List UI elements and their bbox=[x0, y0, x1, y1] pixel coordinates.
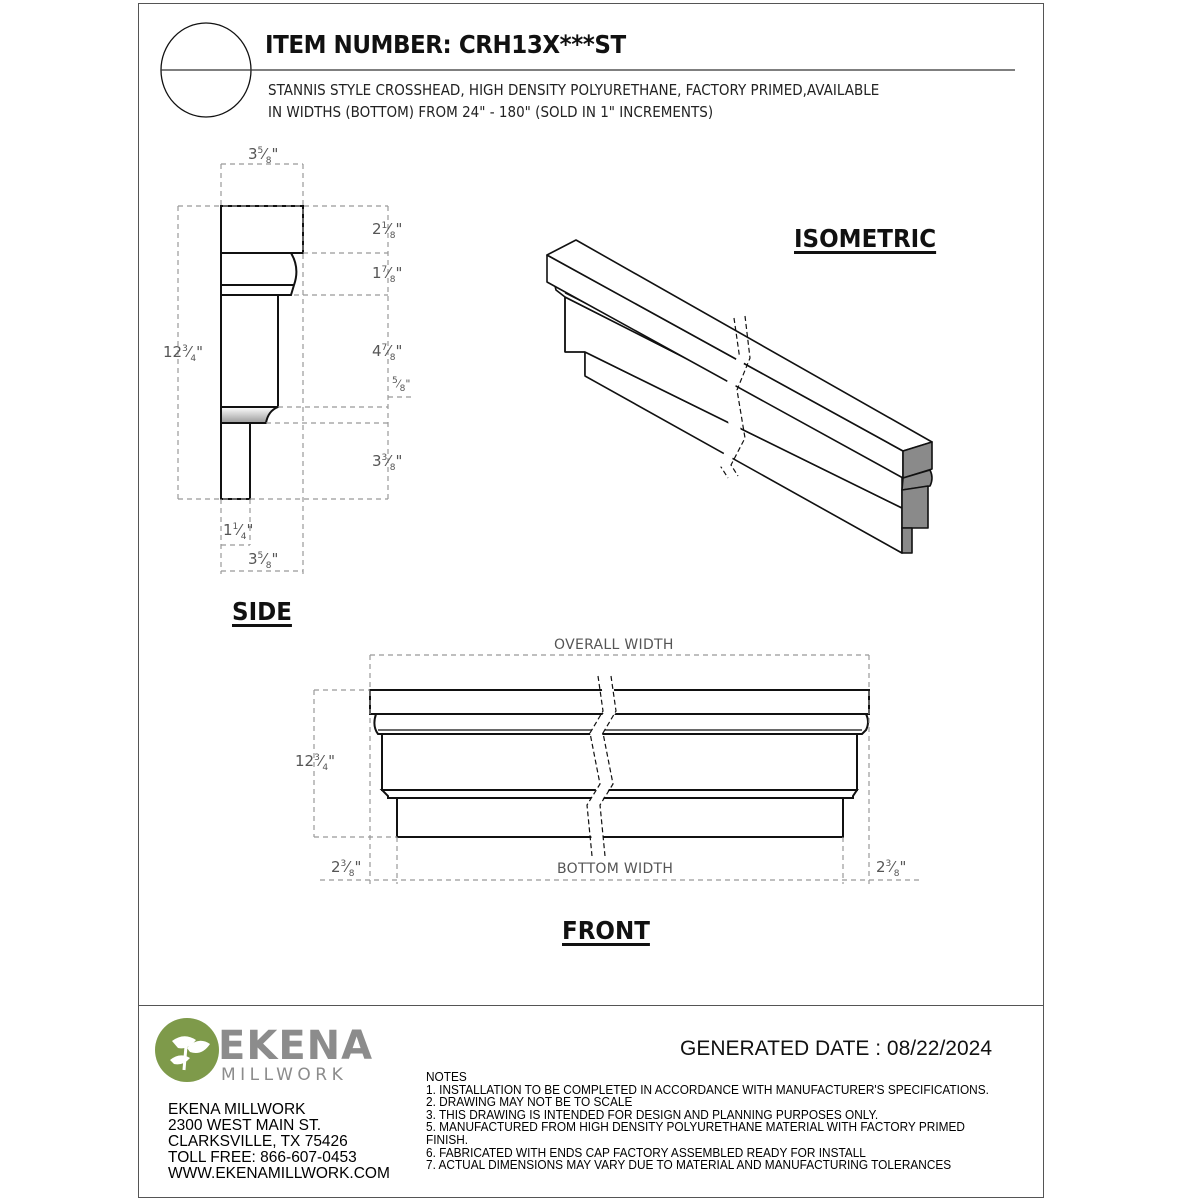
notes-list bbox=[426, 1071, 989, 1172]
note-item: 6. FABRICATED WITH ENDS CAP FACTORY ASSEMBLED READY FOR INSTALL bbox=[426, 1145, 866, 1160]
generated-date: GENERATED DATE : 08/22/2024 bbox=[680, 1037, 993, 1060]
note-item: 5. MANUFACTURED FROM HIGH DENSITY POLYURETHANE MATERIAL WITH FACTORY PRIMED bbox=[426, 1120, 965, 1135]
notes-heading: NOTES bbox=[426, 1070, 467, 1084]
company-address bbox=[168, 1102, 390, 1182]
note-item: 1. INSTALLATION TO BE COMPLETED IN ACCORDANCE WITH MANUFACTURER'S SPECIFICATIONS. bbox=[426, 1082, 989, 1097]
side-base-depth-dimension: $1^1⁄_4$" bbox=[223, 521, 254, 542]
front-height-dimension: $12^3⁄_4$" bbox=[295, 752, 335, 773]
bottom-width-label: BOTTOM WIDTH bbox=[557, 861, 674, 877]
item-description-line-1: STANNIS STYLE CROSSHEAD, HIGH DENSITY POLYURETHANE, FACTORY PRIMED,AVAILABLE bbox=[268, 81, 880, 99]
logo-wordmark: EKENA bbox=[218, 1023, 374, 1069]
address-line: 2300 WEST MAIN ST. bbox=[168, 1117, 322, 1134]
address-line: CLARKSVILLE, TX 75426 bbox=[168, 1133, 348, 1150]
overall-width-label: OVERALL WIDTH bbox=[554, 637, 674, 653]
side-view-drawing bbox=[221, 206, 303, 499]
address-line: EKENA MILLWORK bbox=[168, 1101, 306, 1118]
front-view-label: FRONT bbox=[562, 916, 650, 945]
logo-subtitle: MILLWORK bbox=[221, 1065, 348, 1085]
side-base-height-dimension: $3^3⁄_8$" bbox=[372, 452, 403, 473]
front-view-drawing bbox=[370, 690, 869, 837]
ekena-leaf-logo-icon bbox=[155, 1018, 219, 1082]
isometric-view-drawing bbox=[547, 240, 932, 553]
side-overall-height-dimension: $12^3⁄_4$" bbox=[163, 343, 203, 364]
note-item: 7. ACTUAL DIMENSIONS MAY VARY DUE TO MATERIAL AND MANUFACTURING TOLERANCES bbox=[426, 1158, 952, 1173]
side-top-width-dimension: $3^5⁄_8$" bbox=[248, 145, 279, 166]
note-item: FINISH. bbox=[426, 1132, 469, 1147]
address-line: WWW.EKENAMILLWORK.COM bbox=[168, 1165, 390, 1182]
side-cap-height-dimension: $2^1⁄_8$" bbox=[372, 220, 403, 241]
side-frieze-height-dimension: $4^7⁄_8$" bbox=[372, 342, 403, 363]
item-number-title: ITEM NUMBER: CRH13X***ST bbox=[265, 30, 626, 59]
front-right-overhang-dimension: $2^3⁄_8$" bbox=[876, 858, 907, 879]
address-line: TOLL FREE: 866-607-0453 bbox=[168, 1149, 357, 1166]
side-view-label: SIDE bbox=[232, 597, 292, 626]
note-item: 3. THIS DRAWING IS INTENDED FOR DESIGN AND PLANNING PURPOSES ONLY. bbox=[426, 1107, 879, 1122]
side-cove-height-dimension: $^5⁄_8$" bbox=[392, 376, 411, 394]
isometric-view-label: ISOMETRIC bbox=[794, 224, 937, 253]
item-description bbox=[268, 79, 879, 123]
front-left-overhang-dimension: $2^3⁄_8$" bbox=[331, 858, 362, 879]
side-bed-mould-height-dimension: $1^7⁄_8$" bbox=[372, 264, 403, 285]
note-item: 2. DRAWING MAY NOT BE TO SCALE bbox=[426, 1095, 633, 1110]
item-description-line-2: IN WIDTHS (BOTTOM) FROM 24" - 180" (SOLD IN 1" INCREMENTS) bbox=[268, 103, 714, 121]
side-bottom-width-dimension: $3^5⁄_8$" bbox=[248, 550, 279, 571]
